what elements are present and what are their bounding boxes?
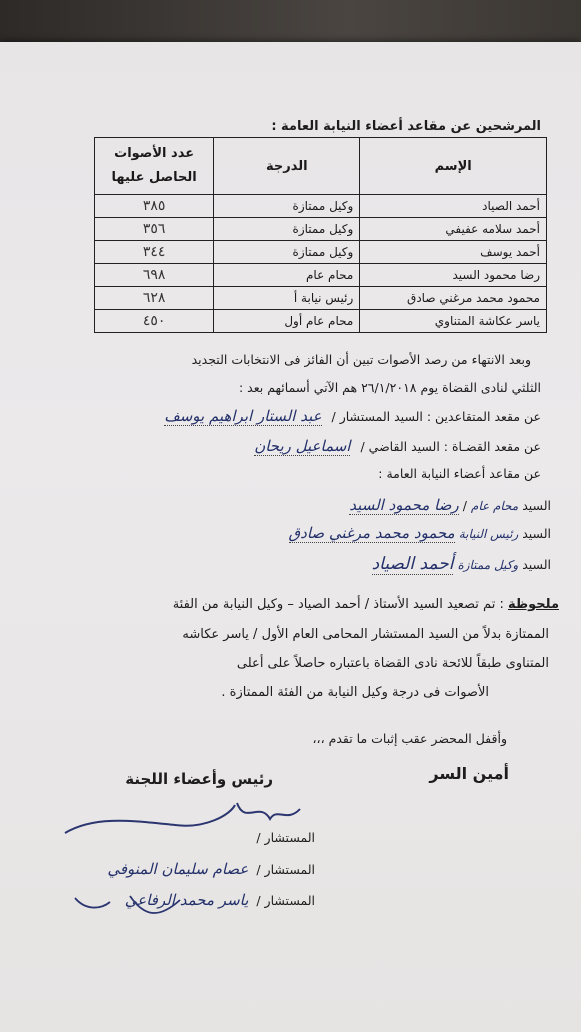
signature-row bbox=[107, 860, 315, 878]
signature-scribble bbox=[55, 795, 315, 845]
header-grade: الدرجة bbox=[214, 138, 360, 195]
note-line-2: الممتازة بدلاً من السيد المستشار المحامى العام الأول / ياسر عكاشه bbox=[182, 627, 549, 642]
winner-title: محام عام bbox=[470, 499, 519, 513]
candidate-votes: ٦٩٨ bbox=[95, 264, 214, 287]
note-line-3: المتناوى طبقاً للائحة نادى القضاة باعتباره حاصلاً على أعلى bbox=[236, 656, 549, 671]
note-text: : تم تصعيد السيد الأستاذ / أحمد الصياد – وكيل النيابة من الفئة bbox=[172, 597, 504, 612]
candidate-grade: وكيل ممتازة bbox=[214, 241, 360, 264]
header-name: الإسم bbox=[360, 138, 547, 195]
signature-label: المستشار / bbox=[256, 862, 315, 877]
winner-prefix: السيد bbox=[522, 498, 551, 513]
signature-name: عصام سليمان المنوفي bbox=[107, 860, 249, 878]
table-row bbox=[95, 310, 547, 333]
candidate-grade: وكيل ممتازة bbox=[214, 195, 360, 218]
candidate-grade: وكيل ممتازة bbox=[214, 218, 360, 241]
candidate-votes: ٣٥٦ bbox=[95, 218, 214, 241]
candidate-name: محمود محمد مرغني صادق bbox=[360, 287, 547, 310]
candidate-votes: ٣٨٥ bbox=[95, 195, 214, 218]
candidate-grade: رئيس نيابة أ bbox=[214, 287, 360, 310]
table-row bbox=[95, 264, 547, 287]
intro-line-2: الثلثي لنادى القضاة يوم ٢٦/١/٢٠١٨ هم الآتي أسمائهم بعد : bbox=[238, 380, 541, 395]
candidate-name: أحمد سلامه عفيفي bbox=[360, 218, 547, 241]
note-line-4: الأصوات فى درجة وكيل النيابة من الفئة الممتازة . bbox=[221, 685, 489, 700]
prosecution-winner-row: السيد محام عام / رضا محمود السيد bbox=[349, 496, 551, 514]
candidate-grade: محام عام أول bbox=[214, 310, 360, 333]
intro-line-1: وبعد الانتهاء من رصد الأصوات تبين أن الفائز فى الانتخابات التجديد bbox=[191, 352, 531, 367]
note-label: ملحوظة bbox=[507, 597, 559, 612]
winner-name: محمود محمد مرغني صادق bbox=[288, 524, 455, 542]
judges-seat-winner: اسماعيل ريحان bbox=[254, 437, 351, 455]
winner-name: رضا محمود السيد bbox=[349, 496, 459, 514]
signature-name: ياسر محمد الرفاعي bbox=[124, 891, 249, 909]
candidate-grade: محام عام bbox=[214, 264, 360, 287]
secretary-title: أمين السر bbox=[429, 764, 509, 783]
header-votes: عدد الأصوات الحاصل عليها bbox=[95, 138, 214, 195]
signature-label: المستشار / bbox=[256, 893, 315, 908]
retired-seat-label: عن مقعد المتقاعدين : السيد المستشار / bbox=[331, 409, 541, 424]
winner-prefix: السيد bbox=[522, 557, 551, 572]
committee-title: رئيس وأعضاء اللجنة bbox=[125, 770, 273, 788]
candidate-name: أحمد الصياد bbox=[360, 195, 547, 218]
signature-label: المستشار / bbox=[256, 830, 315, 845]
winner-title: وكيل ممتازة bbox=[457, 558, 519, 572]
candidates-table bbox=[94, 137, 547, 333]
note-line-1 bbox=[173, 597, 559, 612]
candidates-heading: المرشحين عن مقاعد أعضاء النيابة العامة : bbox=[271, 119, 541, 134]
judges-seat-row bbox=[254, 437, 541, 455]
candidate-name: أحمد يوسف bbox=[360, 241, 547, 264]
candidate-name: ياسر عكاشة المتناوي bbox=[360, 310, 547, 333]
candidate-votes: ٦٢٨ bbox=[95, 287, 214, 310]
table-row bbox=[95, 287, 547, 310]
prosecution-winner-row bbox=[372, 554, 551, 574]
table-row bbox=[95, 241, 547, 264]
table-row bbox=[95, 195, 547, 218]
winner-title: رئيس النيابة bbox=[458, 527, 519, 541]
retired-seat-winner: عبد الستار ابراهيم يوسف bbox=[164, 407, 322, 425]
candidate-votes: ٣٤٤ bbox=[95, 241, 214, 264]
table-row bbox=[95, 218, 547, 241]
winner-prefix: السيد bbox=[522, 526, 551, 541]
prosecution-seat-label: عن مقاعد أعضاء النيابة العامة : bbox=[378, 466, 541, 481]
winner-name: أحمد الصياد bbox=[371, 554, 454, 574]
prosecution-winner-row bbox=[289, 524, 551, 542]
signature-flourish bbox=[70, 886, 190, 926]
retired-seat-row bbox=[164, 407, 541, 425]
closing-line: وأقفل المحضر عقب إثبات ما تقدم ،،، bbox=[312, 731, 507, 746]
judges-seat-label: عن مقعد القضـاة : السيد القاضي / bbox=[360, 439, 541, 454]
candidate-votes: ٤٥٠ bbox=[95, 310, 214, 333]
candidate-name: رضا محمود السيد bbox=[360, 264, 547, 287]
background-surface bbox=[0, 0, 581, 44]
